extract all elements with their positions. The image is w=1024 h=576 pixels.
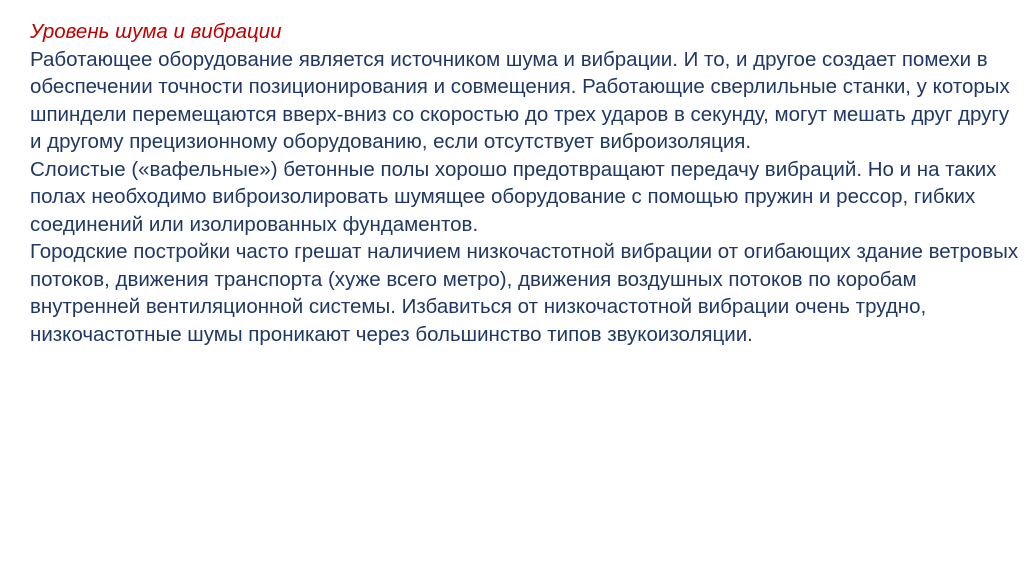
slide-body — [30, 46, 1020, 349]
slide-content — [30, 18, 1020, 348]
paragraph-floor-isolation: Слоистые («вафельные») бетонные полы хорошо предотвращают передачу вибраций. Но и на таких полах необходимо виброизолировать шумящее оборудование с помощью пружин и рессор, гибких соединений или изолированных фундаментов. — [30, 157, 997, 236]
paragraph-equipment-noise: Работающее оборудование является источником шума и вибрации. И то, и другое создает помехи в обеспечении точности позиционирования и совмещения. Работающие сверлильные станки, у которых шпиндели перемещаются вверх-вниз со скоростью до трех ударов в секунду, могут мешать друг другу и другому прецизионному оборудованию, если отсутствует виброизоляция. — [30, 47, 1010, 153]
slide-title: Уровень шума и вибрации — [30, 20, 282, 43]
paragraph-urban-vibration: Городские постройки часто грешат наличием низкочастотной вибрации от огибающих здание ветровых потоков, движения транспорта (хуже всего метро), движения воздушных потоков по коробам внутренней вентиляционной системы. Избавиться от низкочастотной вибрации очень трудно, низкочастотные шумы проникают через большинство типов звукоизоляции. — [30, 240, 1019, 346]
